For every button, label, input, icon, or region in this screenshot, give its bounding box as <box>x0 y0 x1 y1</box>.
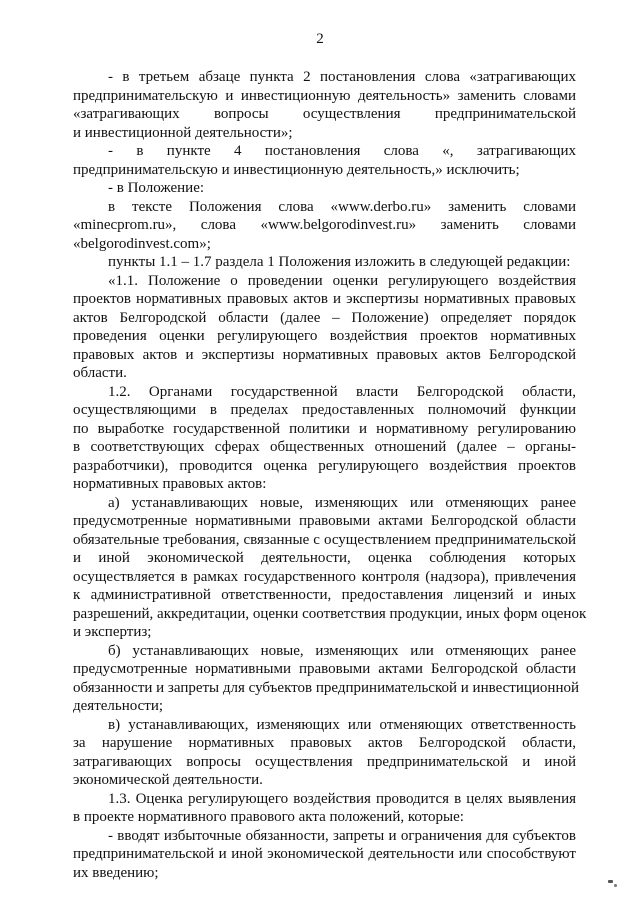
text-line: обязанности и запреты для субъектов предпринимательской и инвестиционной <box>73 679 579 696</box>
text-line: и экспертиз; <box>73 624 152 640</box>
text-line: в соответствующих сферах общественных отношений (далее – органы- <box>73 439 576 455</box>
text-line: и инвестиционной деятельности»; <box>73 124 293 141</box>
text-line: б) устанавливающих новые, изменяющих или отменяющих ранее <box>108 642 576 659</box>
text-line: правовых актов и экспертизы нормативных правовых актов Белгородской <box>73 346 576 363</box>
text-line: разработчики), проводится оценка регулирующего воздействия проектов <box>73 457 576 474</box>
text-line: деятельности; <box>73 698 164 714</box>
text-line: - вводят избыточные обязанности, запреты и ограничения для субъектов <box>108 827 576 844</box>
text-line: предпринимательскую и инвестиционную деятельность» заменить словами <box>73 87 576 104</box>
text-line: «1.1. Положение о проведении оценки регулирующего воздействия <box>108 272 576 289</box>
text-line: проектов нормативных правовых актов и экспертизы нормативных правовых <box>73 291 576 307</box>
text-line: 1.2. Органами государственной власти Белгородской области, <box>108 383 576 400</box>
text-line: экономической деятельности. <box>73 772 263 788</box>
text-line: предпринимательской и иной экономической деятельности или способствуют <box>73 846 576 862</box>
text-line: предусмотренные нормативными правовыми актами Белгородской области <box>73 661 576 677</box>
text-line: - в Положение: <box>108 180 205 196</box>
text-line: 1.3. Оценка регулирующего воздействия проводится в целях выявления <box>108 790 576 807</box>
text-line: их введению; <box>73 864 159 881</box>
text-line: осуществляется в рамках государственного контроля (надзора), привлечения <box>73 568 576 585</box>
text-line: а) устанавливающих новые, изменяющих или отменяющих ранее <box>108 494 576 511</box>
scan-mark <box>608 880 613 883</box>
text-line: области. <box>73 365 127 381</box>
text-line: предусмотренные нормативными правовыми актами Белгородской области <box>73 513 576 529</box>
text-line: обязательные требования, связанные с осуществлением предпринимательской <box>73 531 576 548</box>
text-line: актов Белгородской области (далее – Положение) определяет порядок <box>73 309 576 326</box>
scan-mark <box>614 884 617 887</box>
text-line: затрагивающих вопросы осуществления предпринимательской и иной <box>73 753 576 770</box>
text-line: осуществляющими в пределах предоставленных полномочий функции <box>73 402 576 418</box>
text-line: - в третьем абзаце пункта 2 постановления слова «затрагивающих <box>108 69 576 85</box>
text-line: нормативных правовых актов: <box>73 476 267 492</box>
text-line: в) устанавливающих, изменяющих или отменяющих ответственность <box>108 716 576 733</box>
text-line: - в пункте 4 постановления слова «, затрагивающих <box>108 143 576 159</box>
text-line: в проекте нормативного правового акта положений, которые: <box>73 809 464 825</box>
text-line: разрешений, аккредитации, оценки соответствия продукции, иных форм оценок <box>73 605 587 622</box>
text-line: и иной экономической деятельности, оценка соблюдения которых <box>73 550 576 566</box>
text-line: «затрагивающих вопросы осуществления предпринимательской <box>73 106 576 122</box>
text-line: пункты 1.1 – 1.7 раздела 1 Положения изложить в следующей редакции: <box>108 254 571 270</box>
text-line: «belgorodinvest.com»; <box>73 235 211 252</box>
text-line: «minecprom.ru», слова «www.belgorodinvest.ru» заменить словами <box>73 217 576 233</box>
text-line: проведения оценки регулирующего воздействия проектов нормативных <box>73 328 576 344</box>
text-line: к административной ответственности, предоставления лицензий и иных <box>73 587 576 603</box>
page-number: 2 <box>316 31 324 47</box>
text-line: в тексте Положения слова «www.derbo.ru» заменить словами <box>108 198 576 215</box>
text-line: предпринимательскую и инвестиционную деятельность,» исключить; <box>73 161 520 178</box>
text-line: за нарушение нормативных правовых актов Белгородской области, <box>73 735 576 751</box>
text-line: по выработке государственной политики и нормативному регулированию <box>73 420 576 437</box>
